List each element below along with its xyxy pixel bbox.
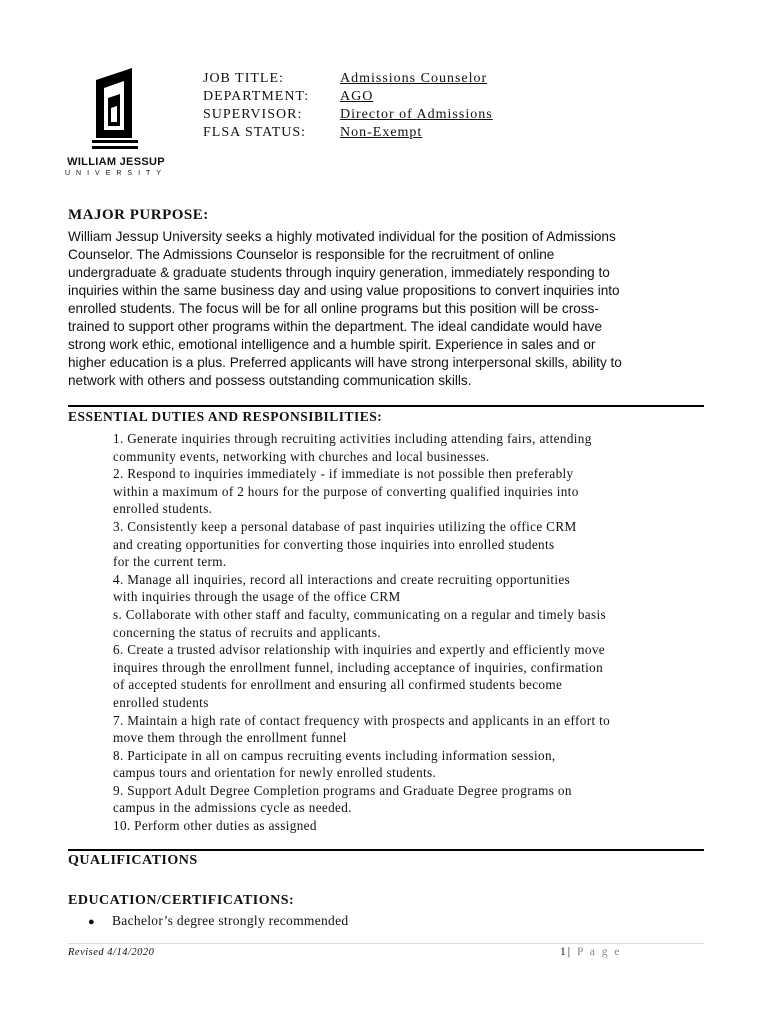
university-logo [56,68,176,180]
education-item-text: Bachelor’s degree strongly recommended [112,913,349,928]
duty-line: move them through the enrollment funnel [113,730,347,746]
duty-line: 6. Create a trusted advisor relationship with inquiries and expertly and efficiently move [113,642,605,658]
logo-subtitle: UNIVERSITY [64,170,167,177]
education-heading: EDUCATION/CERTIFICATIONS: [68,893,295,908]
page-separator: | [567,946,573,958]
duty-line: 9. Support Adult Degree Completion programs and Graduate Degree programs on [113,782,572,798]
section-divider [68,849,704,851]
major-purpose-line: Counselor. The Admissions Counselor is responsible for the recruitment of online [68,247,555,262]
major-purpose-body [68,228,708,390]
job-title-value: Admissions Counselor [340,71,488,86]
duty-line: enrolled students [113,694,209,710]
duty-line: with inquiries through the usage of the office CRM [113,589,401,605]
page-indicator [560,946,622,958]
supervisor-value: Director of Admissions [340,107,493,122]
section-divider [68,405,704,407]
duty-line: within a maximum of 2 hours for the purpose of converting qualified inquiries into [113,483,579,499]
duty-line: s. Collaborate with other staff and faculty, communicating on a regular and timely basis [113,606,606,622]
duty-line: for the current term. [113,554,227,570]
duty-line: enrolled students. [113,501,213,517]
duty-line: 7. Maintain a high rate of contact frequency with prospects and applicants in an effort to [113,712,611,728]
major-purpose-line: strong work ethic, emotional intelligence and a humble spirit. Experience in sales and or [68,337,596,352]
duty-line: 1. Generate inquiries through recruiting activities including attending fairs, attending [113,431,592,446]
flsa-label: FLSA STATUS: [203,125,307,140]
bullet-icon: ● [88,916,95,928]
department-row [203,88,493,106]
major-purpose-line: undergraduate & graduate students through inquiry generation, immediately responding to [68,265,610,280]
department-label: DEPARTMENT: [203,89,310,104]
duty-line: community events, networking with churches and local businesses. [113,448,490,464]
major-purpose-line: inquiries within the same business day and using value propositions to convert inquiries into [68,283,620,298]
duties-list [113,430,713,835]
page-number: 1 [560,946,568,958]
job-title-row [203,70,493,88]
supervisor-label: SUPERVISOR: [203,107,303,122]
duty-line: concerning the status of recruits and applicants. [113,624,381,640]
duty-line: of accepted students for enrollment and ensuring all confirmed students become [113,677,563,693]
job-header [203,70,493,142]
major-purpose-line: higher education is a plus. Preferred applicants will have strong interpersonal skills, ability to [68,355,622,370]
education-list [88,913,348,929]
job-title-label: JOB TITLE: [203,71,284,86]
supervisor-row [203,106,493,124]
page-word: P a g e [576,946,622,958]
major-purpose-line: network with others and possess outstanding communication skills. [68,373,472,388]
duties-heading: ESSENTIAL DUTIES AND RESPONSIBILITIES: [68,409,383,424]
duty-line: inquires through the enrollment funnel, including acceptance of inquiries, confirmation [113,659,604,675]
footer-divider [68,943,704,944]
list-item [88,913,348,929]
department-value: AGO [340,89,374,104]
qualifications-heading: QUALIFICATIONS [68,853,198,868]
revision-date: Revised 4/14/2020 [68,947,155,958]
duty-line: campus tours and orientation for newly enrolled students. [113,765,437,781]
flsa-row [203,124,493,142]
duty-line: 4. Manage all inquiries, record all interactions and create recruiting opportunities [113,571,571,587]
flsa-value: Non-Exempt [340,125,423,140]
duty-line: 10. Perform other duties as assigned [113,818,317,834]
logo-name: WILLIAM JESSUP [67,156,165,168]
major-purpose-line: trained to support other programs within the department. The ideal candidate would have [68,319,603,334]
major-purpose-line: enrolled students. The focus will be for all online programs but this position will be cross- [68,301,599,316]
duty-line: 2. Respond to inquiries immediately - if immediate is not possible then preferably [113,466,574,482]
duty-line: campus in the admissions cycle as needed. [113,800,352,816]
major-purpose-line: William Jessup University seeks a highly motivated individual for the position of Admissions [68,229,616,244]
duty-line: and creating opportunities for converting those inquiries into enrolled students [113,536,555,552]
duty-line: 3. Consistently keep a personal database of past inquiries utilizing the office CRM [113,518,577,534]
major-purpose-heading: MAJOR PURPOSE: [68,207,209,223]
duty-line: 8. Participate in all on campus recruiting events including information session, [113,747,556,763]
university-building-icon [92,68,140,152]
